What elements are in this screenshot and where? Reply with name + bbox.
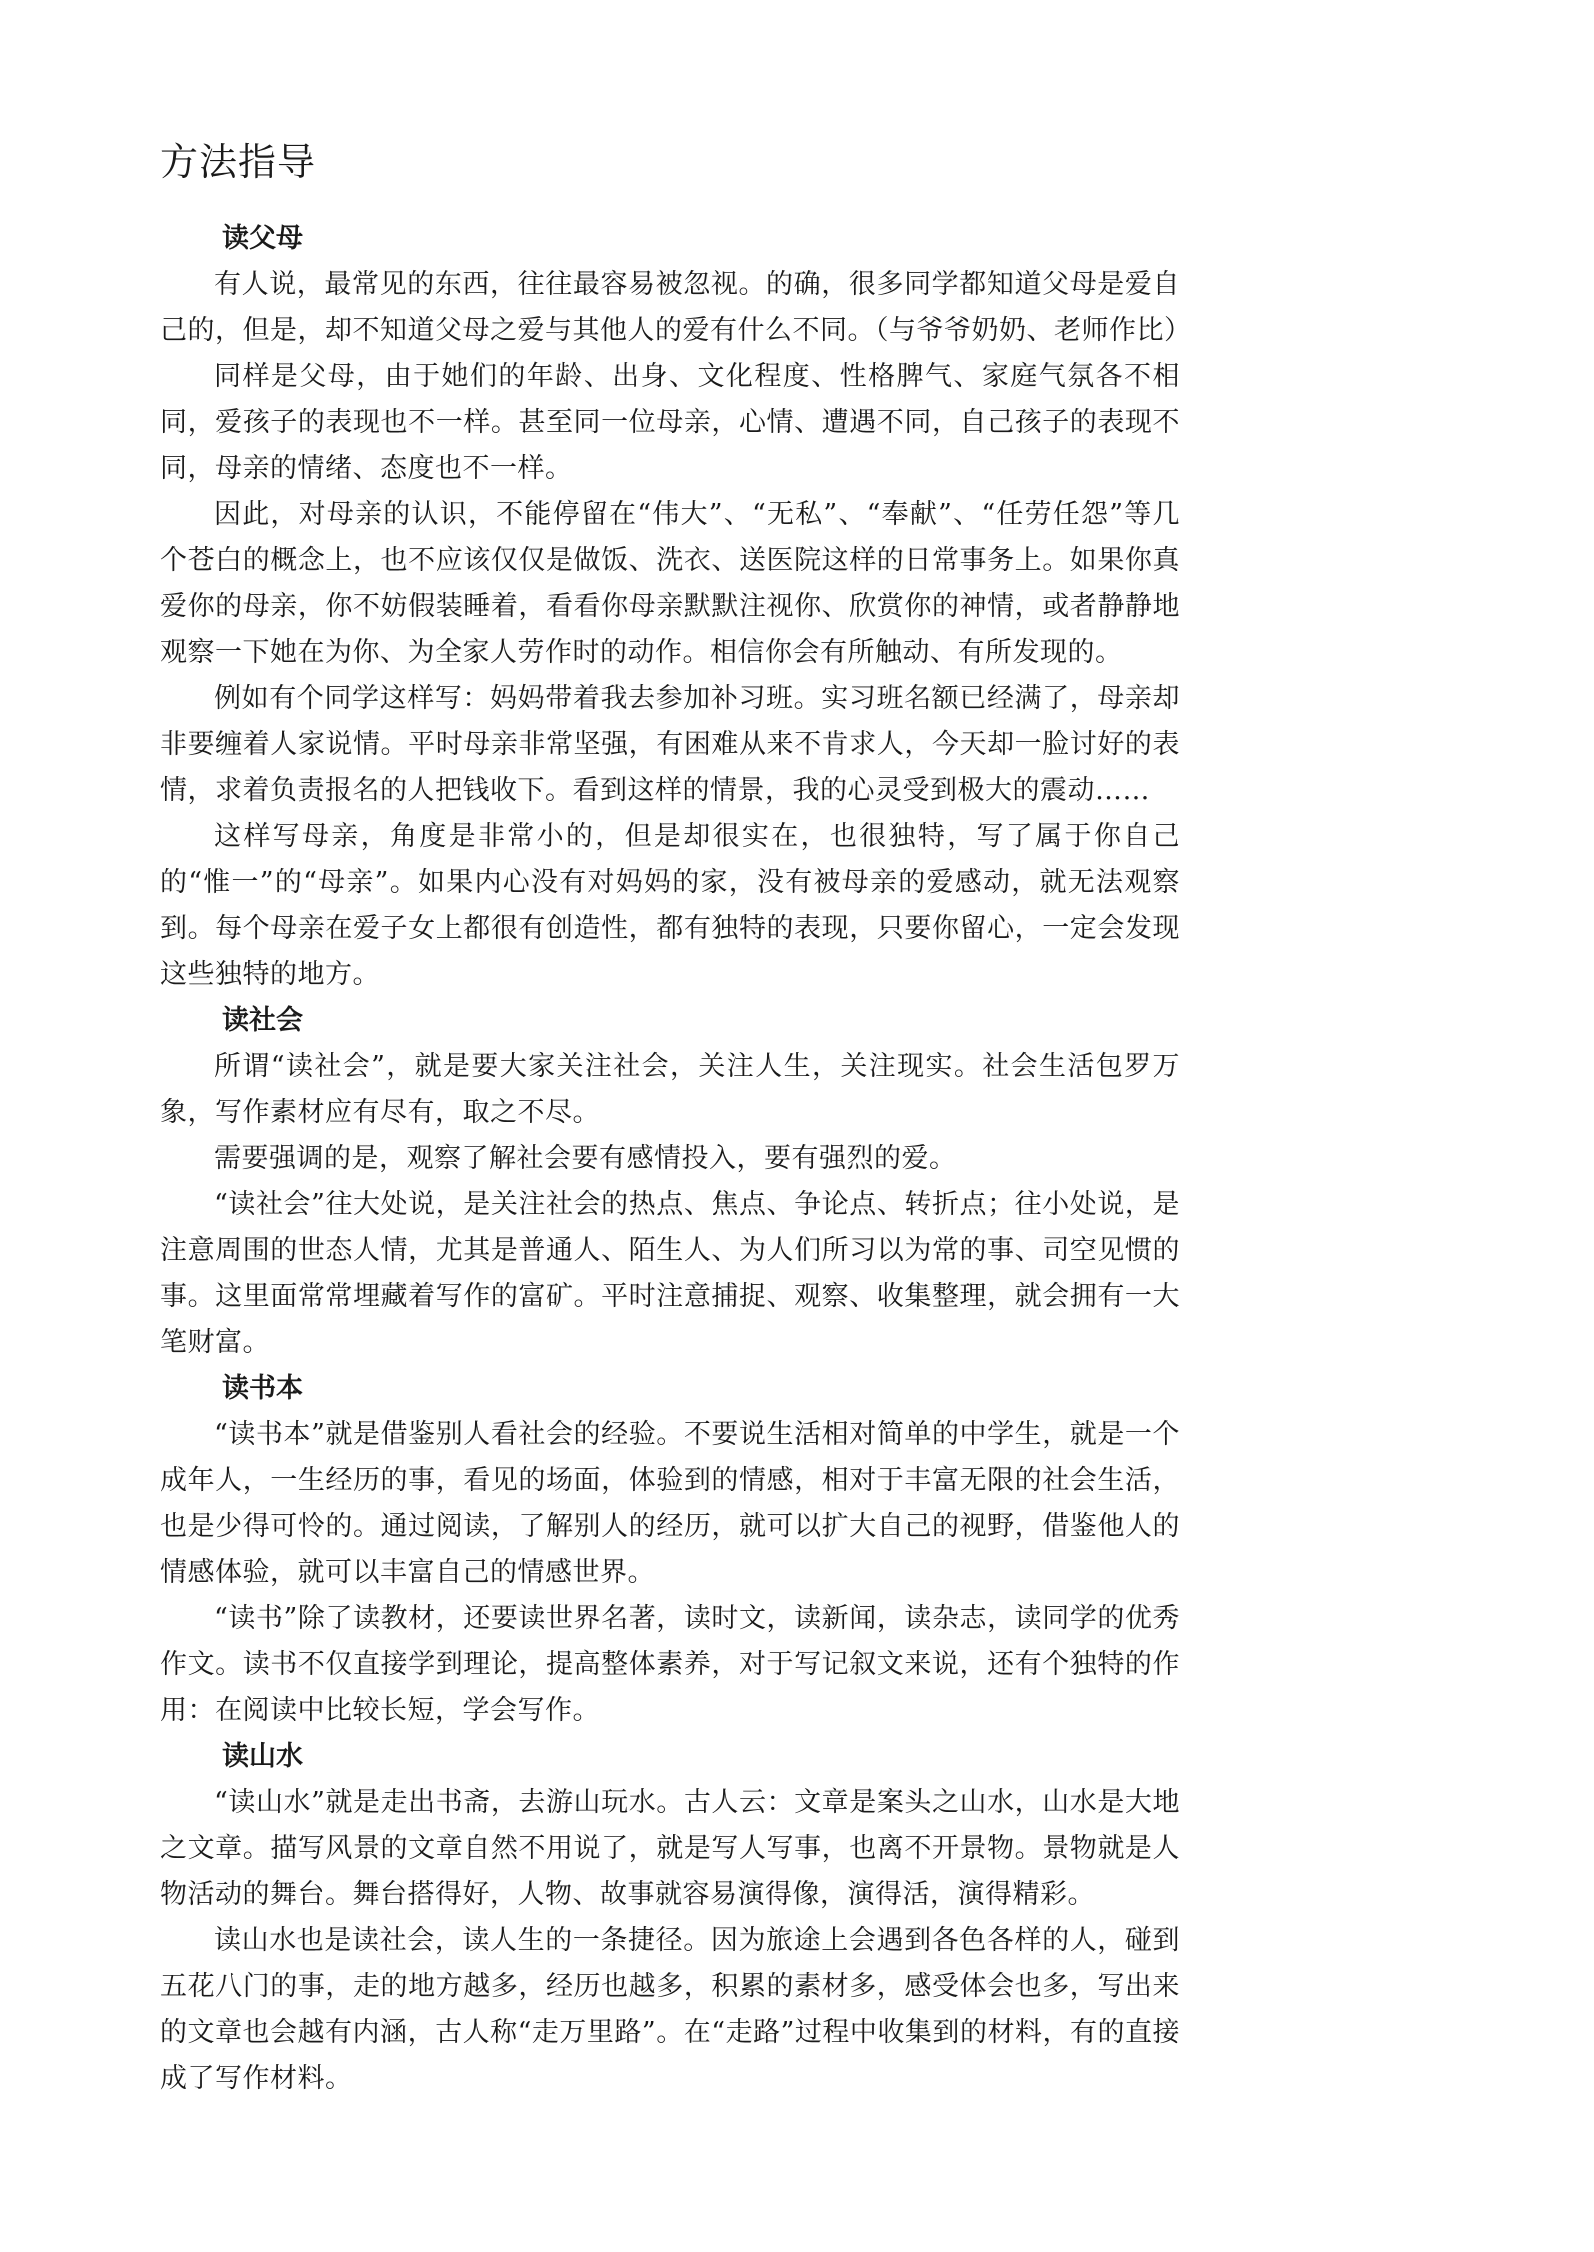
paragraph: 这样写母亲，角度是非常小的，但是却很实在，也很独特，写了属于你自己的“惟一”的“母亲”。如果内心没有对妈妈的家，没有被母亲的爱感动，就无法观察到。每个母亲在爱子女上都很有创造性，都有独特的表现，只要你留心，一定会发现这些独特的地方。 — [160, 821, 1180, 990]
section-read-parents — [160, 216, 1192, 998]
paragraph: “读书本”就是借鉴别人看社会的经验。不要说生活相对简单的中学生，就是一个成年人，一生经历的事，看见的场面，体验到的情感，相对于丰富无限的社会生活，也是少得可怜的。通过阅读，了解别人的经历，就可以扩大自己的视野，借鉴他人的情感体验，就可以丰富自己的情感世界。 — [160, 1419, 1180, 1588]
paragraph: 因此，对母亲的认识，不能停留在“伟大”、“无私”、“奉献”、“任劳任怨”等几个苍白的概念上，也不应该仅仅是做饭、洗衣、送医院这样的日常事务上。如果你真爱你的母亲，你不妨假装睡着，看看你母亲默默注视你、欣赏你的神情，或者静静地观察一下她在为你、为全家人劳作时的动作。相信你会有所触动、有所发现的。 — [160, 499, 1180, 668]
section-read-society — [160, 998, 1180, 1366]
paragraph: “读山水”就是走出书斋，去游山玩水。古人云：文章是案头之山水，山水是大地之文章。描写风景的文章自然不用说了，就是写人写事，也离不开景物。景物就是人物活动的舞台。舞台搭得好，人物、故事就容易演得像，演得活，演得精彩。 — [160, 1787, 1180, 1910]
document-page — [160, 130, 1192, 2102]
page-title: 方法指导 — [160, 140, 317, 184]
paragraph: “读书”除了读教材，还要读世界名著，读时文，读新闻，读杂志，读同学的优秀作文。读书不仅直接学到理论，提高整体素养，对于写记叙文来说，还有个独特的作用：在阅读中比较长短，学会写作。 — [160, 1603, 1180, 1726]
paragraph: 所谓“读社会”，就是要大家关注社会，关注人生，关注现实。社会生活包罗万象，写作素材应有尽有，取之不尽。 — [160, 1051, 1180, 1128]
paragraph: 读山水也是读社会，读人生的一条捷径。因为旅途上会遇到各色各样的人，碰到五花八门的事，走的地方越多，经历也越多，积累的素材多，感受体会也多，写出来的文章也会越有内涵，古人称“走万里路”。在“走路”过程中收集到的材料，有的直接成了写作材料。 — [160, 1925, 1180, 2094]
section-heading: 读书本 — [222, 1373, 303, 1404]
section-read-books — [160, 1366, 1180, 1734]
section-heading: 读山水 — [222, 1741, 303, 1772]
paragraph: 例如有个同学这样写：妈妈带着我去参加补习班。实习班名额已经满了，母亲却非要缠着人家说情。平时母亲非常坚强，有困难从来不肯求人，今天却一脸讨好的表情，求着负责报名的人把钱收下。看到这样的情景，我的心灵受到极大的震动…… — [160, 683, 1180, 806]
paragraph: 有人说，最常见的东西，往往最容易被忽视。的确，很多同学都知道父母是爱自己的，但是，却不知道父母之爱与其他人的爱有什么不同。（与爷爷奶奶、老师作比） — [160, 269, 1192, 346]
paragraph: 需要强调的是，观察了解社会要有感情投入，要有强烈的爱。 — [214, 1143, 957, 1174]
paragraph: “读社会”往大处说，是关注社会的热点、焦点、争论点、转折点；往小处说，是注意周围的世态人情，尤其是普通人、陌生人、为人们所习以为常的事、司空见惯的事。这里面常常埋藏着写作的富矿。平时注意捕捉、观察、收集整理，就会拥有一大笔财富。 — [160, 1189, 1180, 1358]
section-heading: 读父母 — [222, 223, 303, 254]
paragraph: 同样是父母，由于她们的年龄、出身、文化程度、性格脾气、家庭气氛各不相同，爱孩子的表现也不一样。甚至同一位母亲，心情、遭遇不同，自己孩子的表现不同，母亲的情绪、态度也不一样。 — [160, 361, 1180, 484]
section-heading: 读社会 — [222, 1005, 303, 1036]
section-read-landscape — [160, 1734, 1180, 2102]
